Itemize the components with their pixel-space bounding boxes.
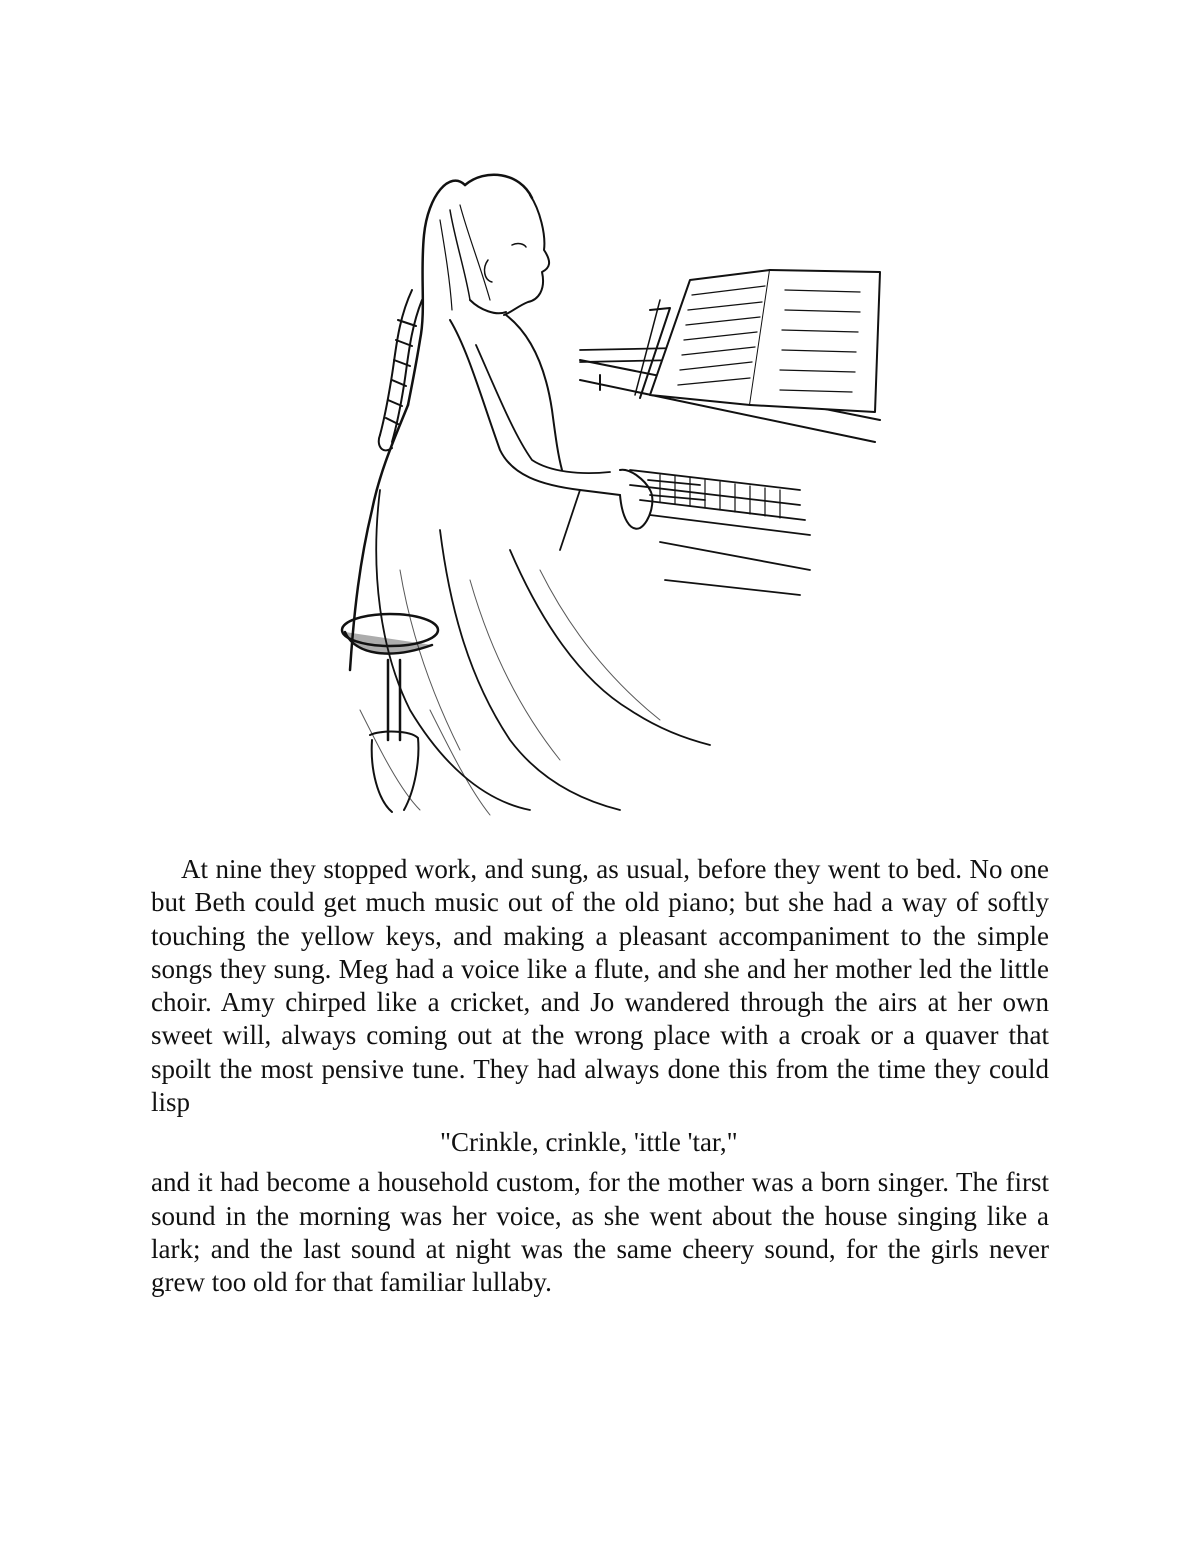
verse-line: "Crinkle, crinkle, 'ittle 'tar," [440,1127,738,1158]
paragraph-1: At nine they stopped work, and sung, as usual, before they went to bed. No one but Beth could get much music out of the old piano; but she had a way of softly touching the yellow keys, and making a pleasant accompaniment to the simple songs they sung. Meg had a voice like a flute, and she and her mother led the little choir. Amy chirped like a cricket, and Jo wandered through the airs at her own sweet will, always coming out at the wrong place with a croak or a quaver that spoilt the most pensive tune. They had always done this from the time they could lisp [151,854,1049,1118]
page-text [151,853,1049,1300]
skirt [376,490,710,810]
girl-at-piano-illustration [300,150,900,840]
paragraph-2: and it had become a household custom, for the mother was a born singer. The first sound in the morning was her voice, as she went about the house singing like a lark; and the last sound at night was the same cheery sound, for the girls never grew too old for that familiar lullaby. [151,1167,1049,1298]
hair-outline [408,181,465,405]
face-profile [504,195,549,315]
